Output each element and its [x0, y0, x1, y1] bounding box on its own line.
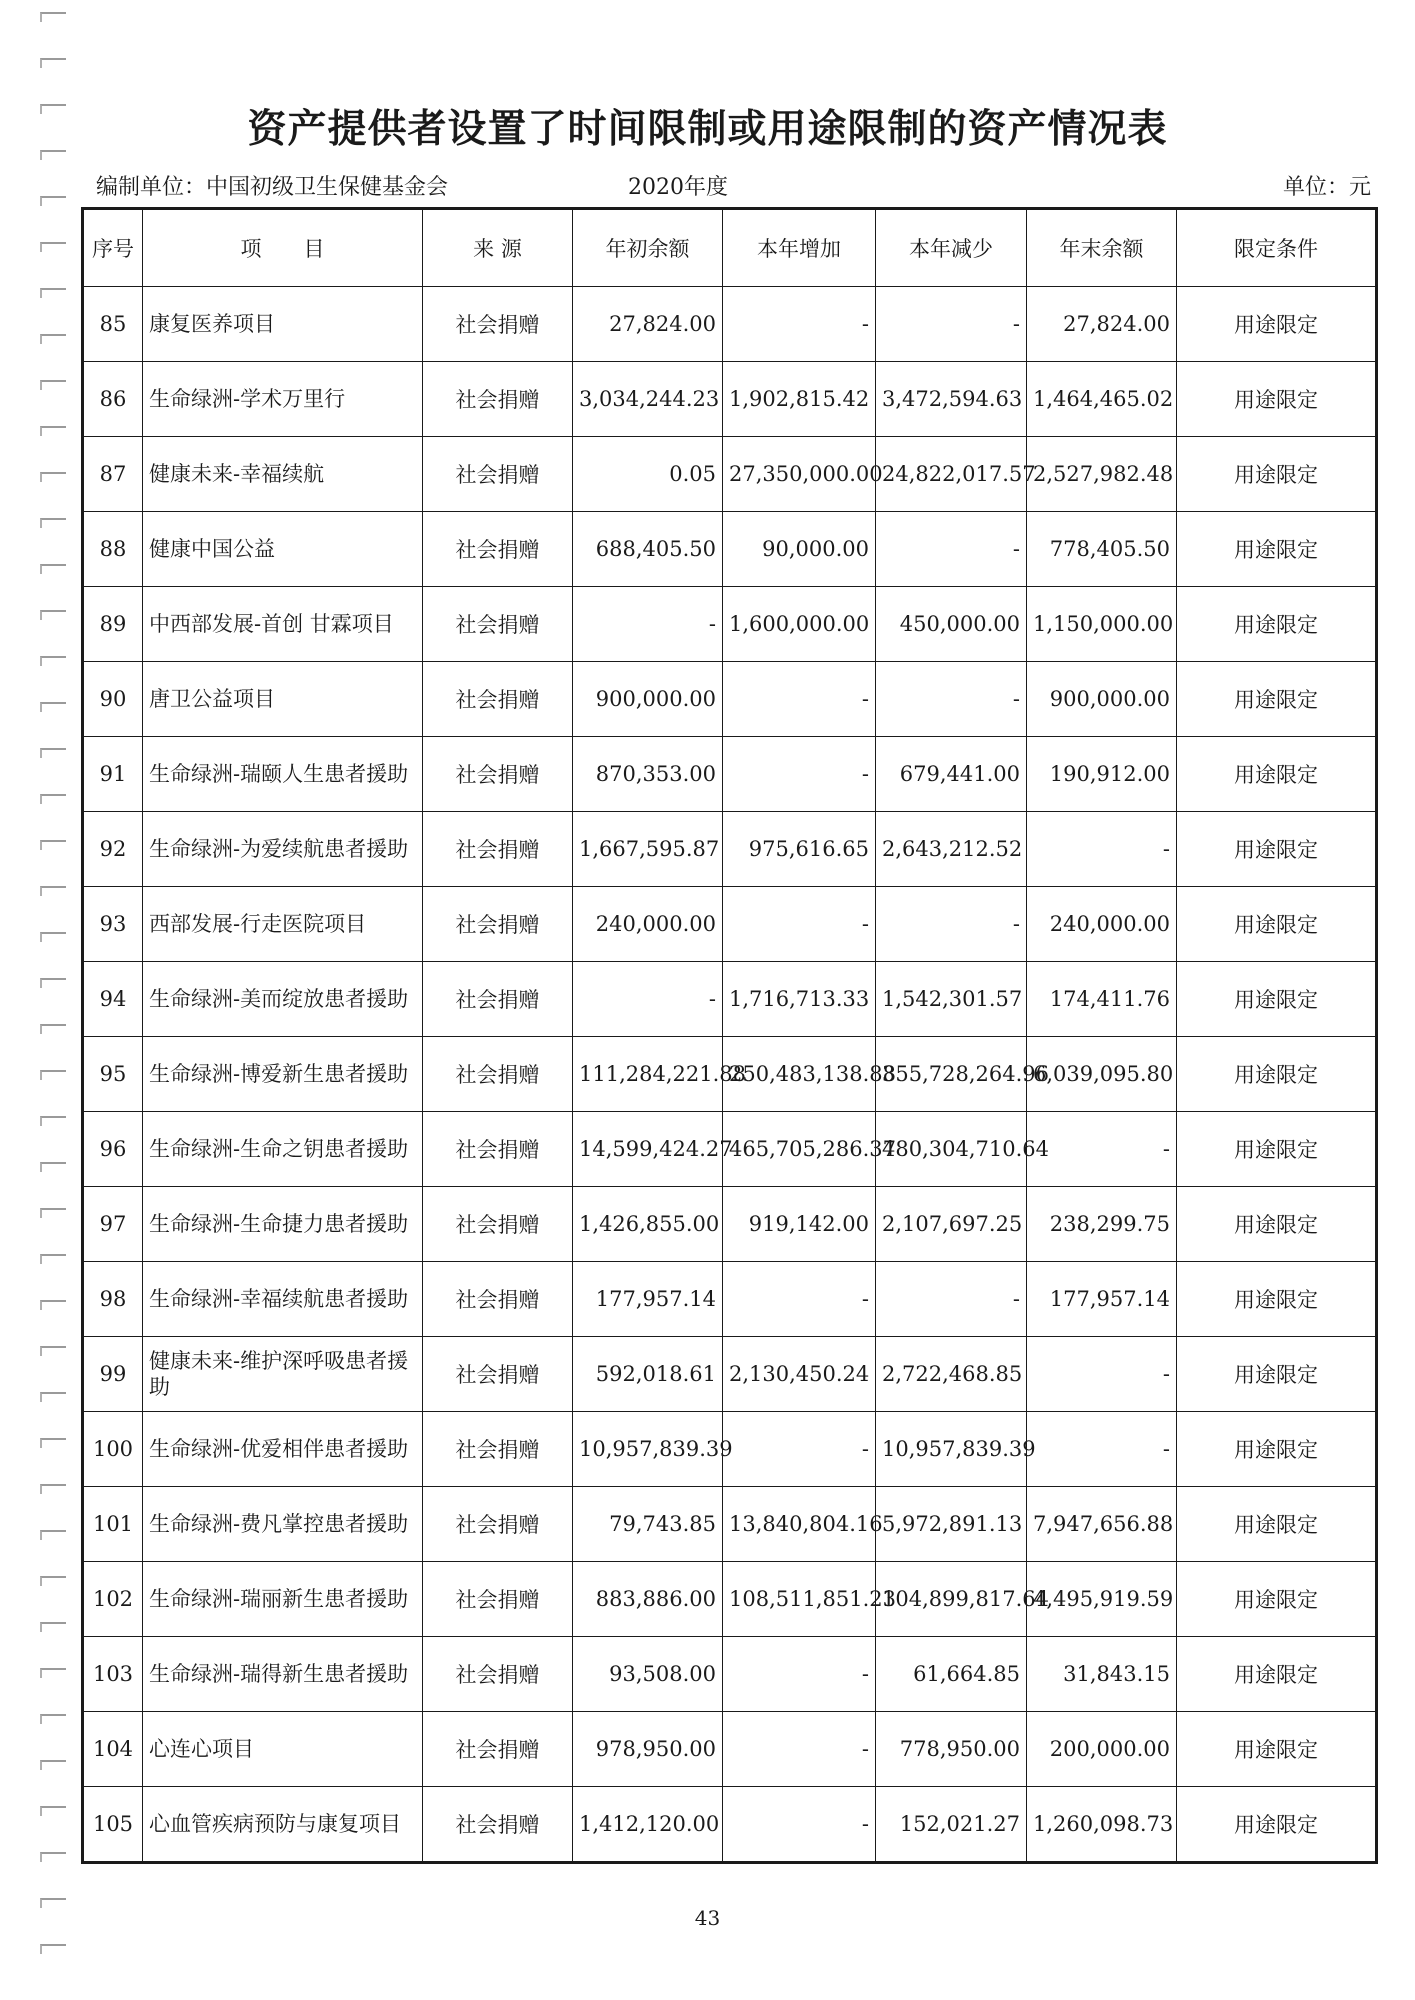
row-source: 社会捐赠: [423, 1112, 573, 1187]
binding-hole: [40, 288, 66, 298]
row-closing-balance: 174,411.76: [1027, 962, 1177, 1037]
binding-hole: [40, 1392, 66, 1402]
row-opening-balance: -: [573, 587, 723, 662]
row-seq: 87: [83, 437, 143, 512]
header-seq: 序号: [83, 209, 143, 287]
row-increase: -: [723, 1412, 876, 1487]
row-source: 社会捐赠: [423, 962, 573, 1037]
row-item: 生命绿洲-生命捷力患者援助: [143, 1187, 423, 1262]
table-row: [83, 1562, 1377, 1637]
row-decrease: -: [876, 1262, 1027, 1337]
row-condition: 用途限定: [1177, 1487, 1377, 1562]
row-condition: 用途限定: [1177, 287, 1377, 362]
row-seq: 86: [83, 362, 143, 437]
row-source: 社会捐赠: [423, 1637, 573, 1712]
row-increase: 250,483,138.88: [723, 1037, 876, 1112]
row-item: 唐卫公益项目: [143, 662, 423, 737]
binding-margin: [30, 0, 70, 2000]
row-condition: 用途限定: [1177, 1037, 1377, 1112]
binding-hole: [40, 702, 66, 712]
row-opening-balance: 592,018.61: [573, 1337, 723, 1412]
table-row: [83, 962, 1377, 1037]
binding-hole: [40, 1300, 66, 1310]
table-row: [83, 812, 1377, 887]
row-item: 生命绿洲-博爱新生患者援助: [143, 1037, 423, 1112]
row-source: 社会捐赠: [423, 812, 573, 887]
row-opening-balance: 14,599,424.27: [573, 1112, 723, 1187]
binding-hole: [40, 1346, 66, 1356]
header-decrease: 本年减少: [876, 209, 1027, 287]
row-decrease: -: [876, 287, 1027, 362]
header-source: 来 源: [423, 209, 573, 287]
row-source: 社会捐赠: [423, 362, 573, 437]
row-seq: 89: [83, 587, 143, 662]
row-condition: 用途限定: [1177, 737, 1377, 812]
row-increase: 13,840,804.16: [723, 1487, 876, 1562]
binding-hole: [40, 1622, 66, 1632]
row-item: 健康中国公益: [143, 512, 423, 587]
row-opening-balance: 111,284,221.88: [573, 1037, 723, 1112]
row-condition: 用途限定: [1177, 1112, 1377, 1187]
row-condition: 用途限定: [1177, 1712, 1377, 1787]
binding-hole: [40, 932, 66, 942]
row-seq: 94: [83, 962, 143, 1037]
binding-hole: [40, 886, 66, 896]
row-closing-balance: -: [1027, 1412, 1177, 1487]
row-opening-balance: 79,743.85: [573, 1487, 723, 1562]
row-item: 西部发展-行走医院项目: [143, 887, 423, 962]
binding-hole: [40, 610, 66, 620]
fiscal-year: 2020年度: [628, 175, 728, 200]
row-increase: 1,716,713.33: [723, 962, 876, 1037]
row-seq: 96: [83, 1112, 143, 1187]
table-row: [83, 1037, 1377, 1112]
row-item: 生命绿洲-瑞丽新生患者援助: [143, 1562, 423, 1637]
binding-hole: [40, 1668, 66, 1678]
row-opening-balance: 10,957,839.39: [573, 1412, 723, 1487]
row-condition: 用途限定: [1177, 1637, 1377, 1712]
table-row: [83, 1412, 1377, 1487]
binding-hole: [40, 242, 66, 252]
restricted-assets-table: [81, 207, 1378, 1864]
row-seq: 93: [83, 887, 143, 962]
row-increase: 90,000.00: [723, 512, 876, 587]
row-condition: 用途限定: [1177, 512, 1377, 587]
row-item: 生命绿洲-瑞颐人生患者援助: [143, 737, 423, 812]
row-decrease: 2,722,468.85: [876, 1337, 1027, 1412]
row-seq: 95: [83, 1037, 143, 1112]
binding-hole: [40, 564, 66, 574]
binding-hole: [40, 1760, 66, 1770]
table-row: [83, 362, 1377, 437]
binding-hole: [40, 334, 66, 344]
row-closing-balance: 1,150,000.00: [1027, 587, 1177, 662]
row-opening-balance: 870,353.00: [573, 737, 723, 812]
table-row: [83, 587, 1377, 662]
row-seq: 90: [83, 662, 143, 737]
row-item: 健康未来-维护深呼吸患者援助: [143, 1337, 423, 1412]
row-increase: -: [723, 1712, 876, 1787]
table-row: [83, 1337, 1377, 1412]
row-closing-balance: 177,957.14: [1027, 1262, 1177, 1337]
header-item: 项 目: [143, 209, 423, 287]
row-opening-balance: 27,824.00: [573, 287, 723, 362]
row-seq: 98: [83, 1262, 143, 1337]
row-closing-balance: 190,912.00: [1027, 737, 1177, 812]
binding-hole: [40, 656, 66, 666]
row-condition: 用途限定: [1177, 662, 1377, 737]
row-opening-balance: 978,950.00: [573, 1712, 723, 1787]
row-increase: -: [723, 887, 876, 962]
row-increase: -: [723, 287, 876, 362]
page-title: 资产提供者设置了时间限制或用途限制的资产情况表: [247, 106, 1168, 152]
binding-hole: [40, 978, 66, 988]
row-opening-balance: 688,405.50: [573, 512, 723, 587]
row-source: 社会捐赠: [423, 1712, 573, 1787]
row-seq: 88: [83, 512, 143, 587]
row-condition: 用途限定: [1177, 812, 1377, 887]
table-row: [83, 437, 1377, 512]
row-increase: 2,130,450.24: [723, 1337, 876, 1412]
table-header-row: [83, 209, 1377, 287]
row-item: 生命绿洲-幸福续航患者援助: [143, 1262, 423, 1337]
row-seq: 105: [83, 1787, 143, 1863]
row-closing-balance: 1,464,465.02: [1027, 362, 1177, 437]
row-increase: -: [723, 662, 876, 737]
row-source: 社会捐赠: [423, 1337, 573, 1412]
row-closing-balance: 4,495,919.59: [1027, 1562, 1177, 1637]
row-condition: 用途限定: [1177, 1412, 1377, 1487]
header-increase: 本年增加: [723, 209, 876, 287]
row-opening-balance: -: [573, 962, 723, 1037]
header-closing-balance: 年末余额: [1027, 209, 1177, 287]
binding-hole: [40, 12, 66, 22]
table-row: [83, 737, 1377, 812]
binding-hole: [40, 1438, 66, 1448]
row-closing-balance: -: [1027, 1112, 1177, 1187]
binding-hole: [40, 1208, 66, 1218]
row-opening-balance: 1,667,595.87: [573, 812, 723, 887]
row-increase: 1,600,000.00: [723, 587, 876, 662]
row-increase: 975,616.65: [723, 812, 876, 887]
row-seq: 91: [83, 737, 143, 812]
row-closing-balance: 31,843.15: [1027, 1637, 1177, 1712]
row-item: 生命绿洲-学术万里行: [143, 362, 423, 437]
page-number: 43: [694, 1906, 721, 1930]
row-closing-balance: 1,260,098.73: [1027, 1787, 1177, 1863]
row-item: 生命绿洲-瑞得新生患者援助: [143, 1637, 423, 1712]
row-condition: 用途限定: [1177, 362, 1377, 437]
binding-hole: [40, 472, 66, 482]
row-source: 社会捐赠: [423, 1787, 573, 1863]
binding-hole: [40, 1116, 66, 1126]
row-source: 社会捐赠: [423, 437, 573, 512]
row-seq: 104: [83, 1712, 143, 1787]
table-row: [83, 1637, 1377, 1712]
row-opening-balance: 900,000.00: [573, 662, 723, 737]
table-row: [83, 662, 1377, 737]
row-increase: 27,350,000.00: [723, 437, 876, 512]
row-seq: 102: [83, 1562, 143, 1637]
row-increase: 465,705,286.37: [723, 1112, 876, 1187]
row-item: 康复医养项目: [143, 287, 423, 362]
row-decrease: -: [876, 887, 1027, 962]
table-row: [83, 1187, 1377, 1262]
binding-hole: [40, 58, 66, 68]
row-decrease: 1,542,301.57: [876, 962, 1027, 1037]
row-closing-balance: -: [1027, 1337, 1177, 1412]
row-decrease: 2,107,697.25: [876, 1187, 1027, 1262]
binding-hole: [40, 794, 66, 804]
row-source: 社会捐赠: [423, 1412, 573, 1487]
row-item: 生命绿洲-美而绽放患者援助: [143, 962, 423, 1037]
header-condition: 限定条件: [1177, 209, 1377, 287]
row-opening-balance: 3,034,244.23: [573, 362, 723, 437]
row-closing-balance: 6,039,095.80: [1027, 1037, 1177, 1112]
row-source: 社会捐赠: [423, 1562, 573, 1637]
row-opening-balance: 177,957.14: [573, 1262, 723, 1337]
row-increase: 108,511,851.23: [723, 1562, 876, 1637]
table-row: [83, 512, 1377, 587]
row-source: 社会捐赠: [423, 1262, 573, 1337]
row-closing-balance: 200,000.00: [1027, 1712, 1177, 1787]
row-decrease: 450,000.00: [876, 587, 1027, 662]
row-condition: 用途限定: [1177, 1337, 1377, 1412]
row-source: 社会捐赠: [423, 587, 573, 662]
binding-hole: [40, 1714, 66, 1724]
row-condition: 用途限定: [1177, 1787, 1377, 1863]
row-seq: 99: [83, 1337, 143, 1412]
row-closing-balance: 778,405.50: [1027, 512, 1177, 587]
row-opening-balance: 1,412,120.00: [573, 1787, 723, 1863]
binding-hole: [40, 1852, 66, 1862]
row-closing-balance: 240,000.00: [1027, 887, 1177, 962]
table-row: [83, 1487, 1377, 1562]
row-closing-balance: 238,299.75: [1027, 1187, 1177, 1262]
row-seq: 85: [83, 287, 143, 362]
row-closing-balance: 7,947,656.88: [1027, 1487, 1177, 1562]
row-seq: 97: [83, 1187, 143, 1262]
row-decrease: 104,899,817.64: [876, 1562, 1027, 1637]
binding-hole: [40, 1530, 66, 1540]
row-condition: 用途限定: [1177, 587, 1377, 662]
table-row: [83, 1787, 1377, 1863]
row-source: 社会捐赠: [423, 737, 573, 812]
binding-hole: [40, 1944, 66, 1954]
row-source: 社会捐赠: [423, 662, 573, 737]
row-source: 社会捐赠: [423, 1487, 573, 1562]
row-increase: -: [723, 1262, 876, 1337]
row-decrease: 152,021.27: [876, 1787, 1027, 1863]
row-closing-balance: 2,527,982.48: [1027, 437, 1177, 512]
row-opening-balance: 1,426,855.00: [573, 1187, 723, 1262]
row-decrease: 61,664.85: [876, 1637, 1027, 1712]
row-increase: -: [723, 737, 876, 812]
row-decrease: 2,643,212.52: [876, 812, 1027, 887]
row-source: 社会捐赠: [423, 887, 573, 962]
row-decrease: 355,728,264.96: [876, 1037, 1027, 1112]
table-row: [83, 287, 1377, 362]
row-opening-balance: 883,886.00: [573, 1562, 723, 1637]
row-condition: 用途限定: [1177, 887, 1377, 962]
row-decrease: 24,822,017.57: [876, 437, 1027, 512]
row-increase: 1,902,815.42: [723, 362, 876, 437]
binding-hole: [40, 1070, 66, 1080]
row-source: 社会捐赠: [423, 1187, 573, 1262]
row-item: 生命绿洲-为爱续航患者援助: [143, 812, 423, 887]
row-condition: 用途限定: [1177, 437, 1377, 512]
row-closing-balance: -: [1027, 812, 1177, 887]
row-condition: 用途限定: [1177, 1562, 1377, 1637]
row-condition: 用途限定: [1177, 962, 1377, 1037]
binding-hole: [40, 1576, 66, 1586]
row-condition: 用途限定: [1177, 1262, 1377, 1337]
binding-hole: [40, 380, 66, 390]
row-decrease: 480,304,710.64: [876, 1112, 1027, 1187]
row-source: 社会捐赠: [423, 287, 573, 362]
binding-hole: [40, 1806, 66, 1816]
row-opening-balance: 240,000.00: [573, 887, 723, 962]
row-decrease: -: [876, 662, 1027, 737]
row-item: 心连心项目: [143, 1712, 423, 1787]
row-item: 生命绿洲-优爱相伴患者援助: [143, 1412, 423, 1487]
row-source: 社会捐赠: [423, 1037, 573, 1112]
compiling-unit: 编制单位：中国初级卫生保健基金会: [96, 175, 449, 200]
binding-hole: [40, 840, 66, 850]
binding-hole: [40, 426, 66, 436]
binding-hole: [40, 748, 66, 758]
row-decrease: 5,972,891.13: [876, 1487, 1027, 1562]
row-increase: 919,142.00: [723, 1187, 876, 1262]
binding-hole: [40, 1484, 66, 1494]
row-item: 心血管疾病预防与康复项目: [143, 1787, 423, 1863]
binding-hole: [40, 518, 66, 528]
row-decrease: -: [876, 512, 1027, 587]
header-opening-balance: 年初余额: [573, 209, 723, 287]
row-condition: 用途限定: [1177, 1187, 1377, 1262]
row-decrease: 3,472,594.63: [876, 362, 1027, 437]
row-closing-balance: 900,000.00: [1027, 662, 1177, 737]
row-increase: -: [723, 1637, 876, 1712]
row-item: 生命绿洲-费凡掌控患者援助: [143, 1487, 423, 1562]
row-opening-balance: 93,508.00: [573, 1637, 723, 1712]
binding-hole: [40, 1162, 66, 1172]
row-seq: 100: [83, 1412, 143, 1487]
row-decrease: 778,950.00: [876, 1712, 1027, 1787]
row-decrease: 10,957,839.39: [876, 1412, 1027, 1487]
binding-hole: [40, 196, 66, 206]
row-increase: -: [723, 1787, 876, 1863]
row-seq: 103: [83, 1637, 143, 1712]
row-seq: 92: [83, 812, 143, 887]
currency-unit: 单位：元: [1282, 175, 1371, 200]
row-seq: 101: [83, 1487, 143, 1562]
table-row: [83, 1112, 1377, 1187]
row-item: 中西部发展-首创 甘霖项目: [143, 587, 423, 662]
binding-hole: [40, 1254, 66, 1264]
row-item: 生命绿洲-生命之钥患者援助: [143, 1112, 423, 1187]
row-decrease: 679,441.00: [876, 737, 1027, 812]
row-opening-balance: 0.05: [573, 437, 723, 512]
row-closing-balance: 27,824.00: [1027, 287, 1177, 362]
row-item: 健康未来-幸福续航: [143, 437, 423, 512]
binding-hole: [40, 1024, 66, 1034]
table-row: [83, 1262, 1377, 1337]
row-source: 社会捐赠: [423, 512, 573, 587]
table-row: [83, 887, 1377, 962]
table-row: [83, 1712, 1377, 1787]
